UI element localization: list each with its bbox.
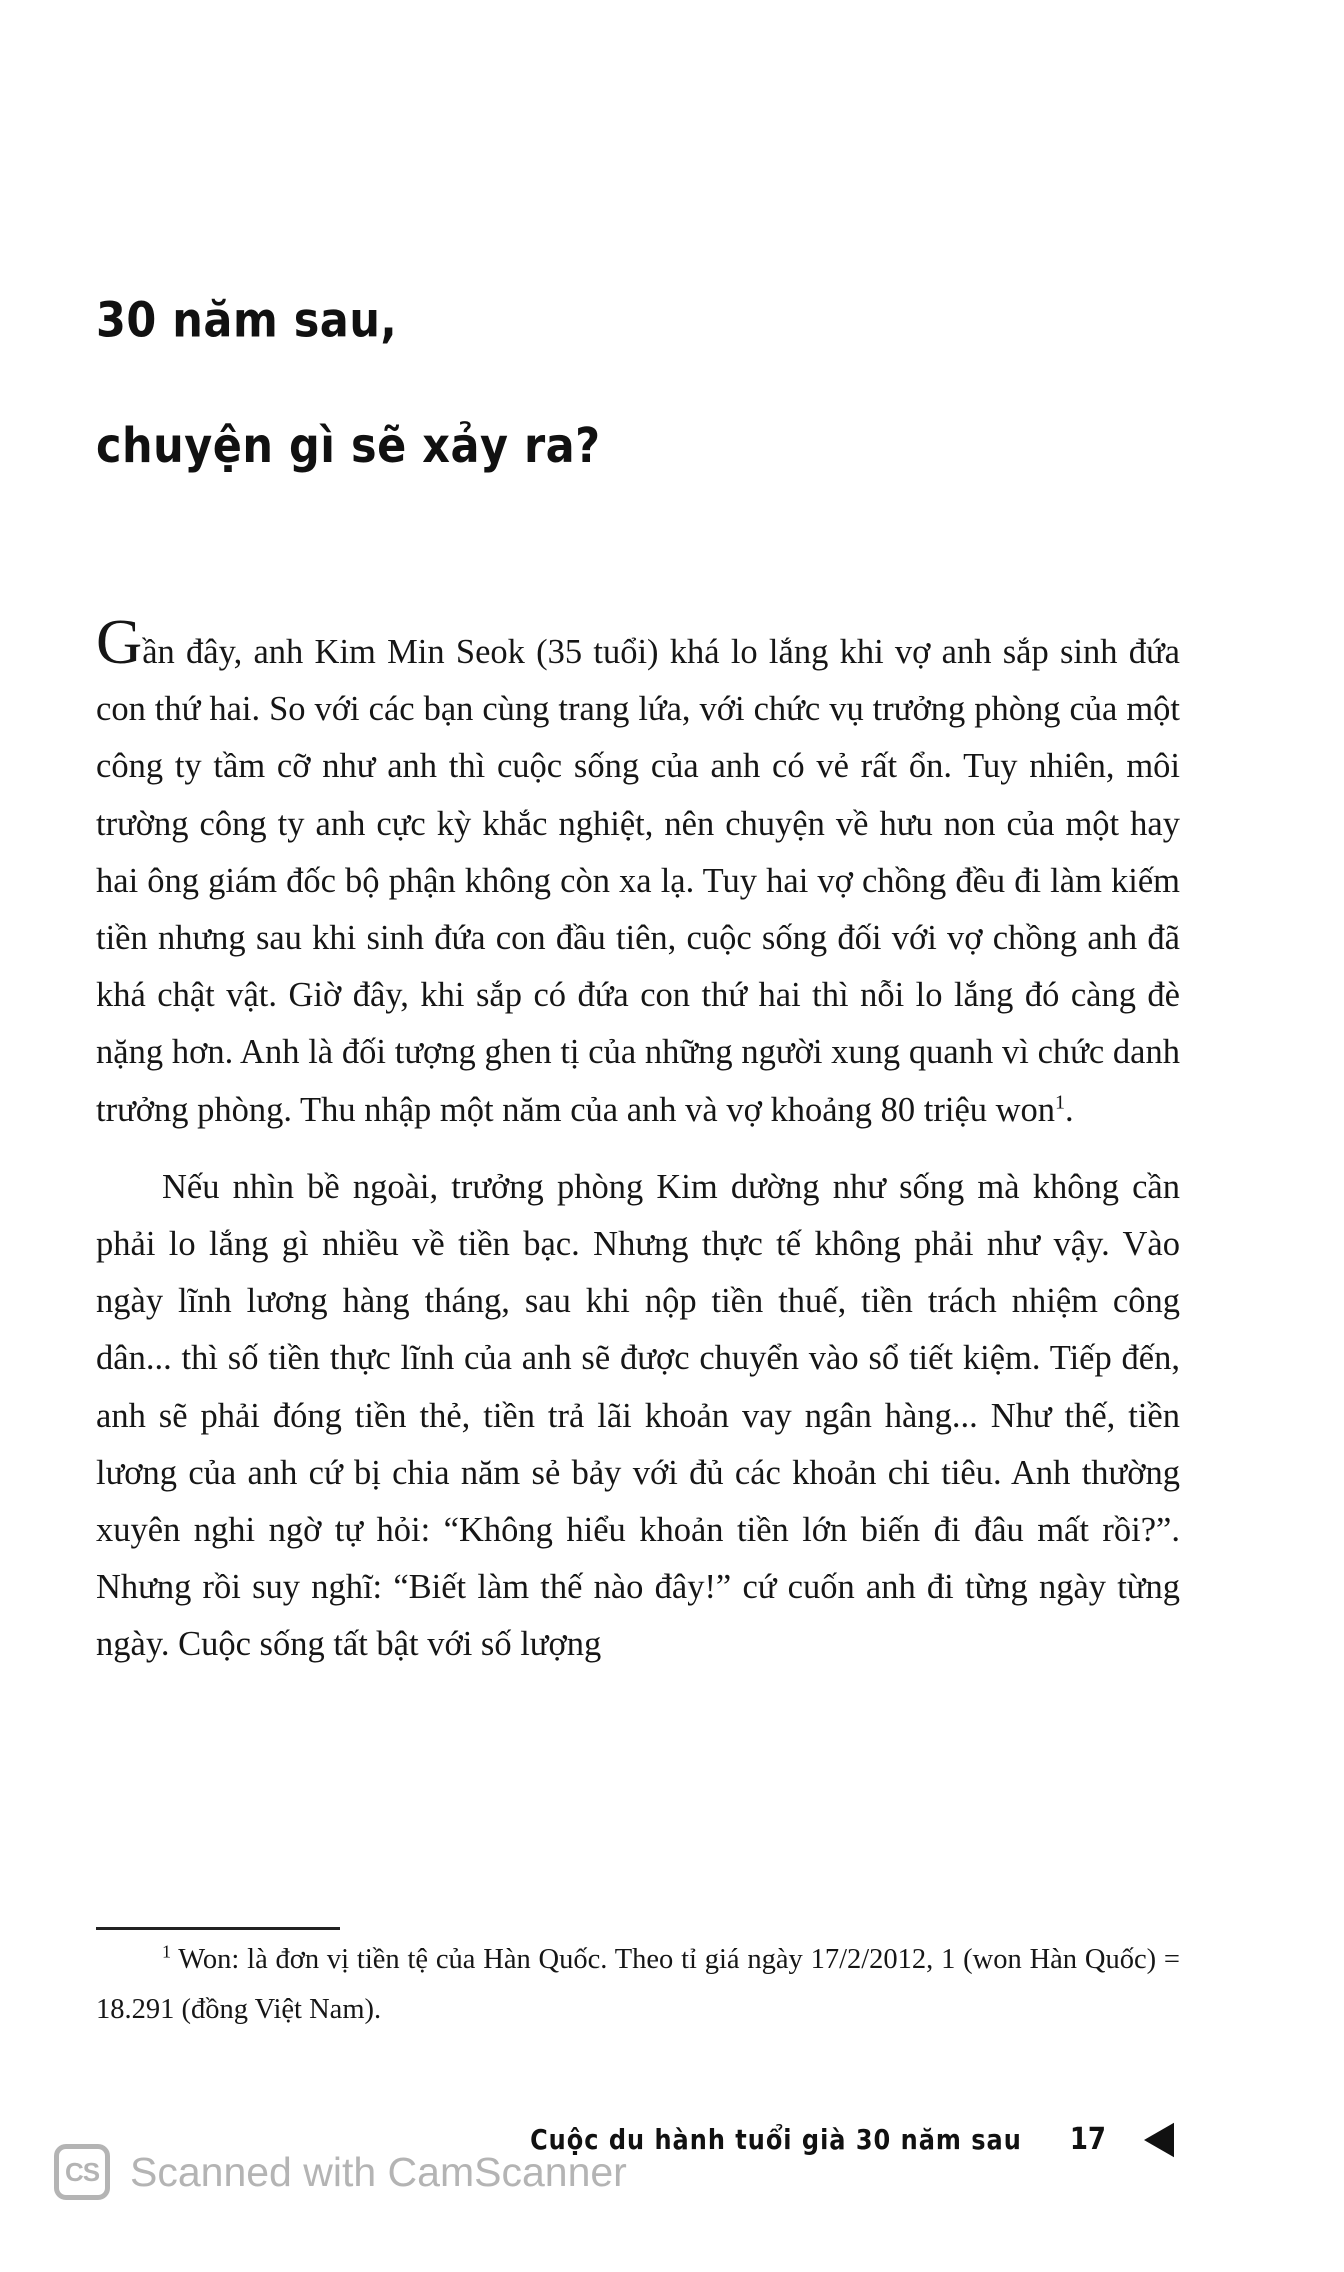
watermark-text: Scanned with CamScanner — [130, 2148, 627, 2195]
camscanner-logo-icon: CS — [54, 2144, 110, 2200]
chapter-title-line-1: 30 năm sau, — [96, 292, 398, 349]
paragraph-2: Nếu nhìn bề ngoài, trưởng phòng Kim dường như sống mà không cần phải lo lắng gì nhiều về tiền bạc. Nhưng thực tế không phải như vậy. Vào ngày lĩnh lương hàng tháng, sau khi nộp tiền thuế, tiền trách nhiệm công dân... thì số tiền thực lĩnh của anh sẽ được chuyển vào sổ tiết kiệm. Tiếp đến, anh sẽ phải đóng tiền thẻ, tiền trả lãi khoản vay ngân hàng... Như thế, tiền lương của anh cứ bị chia năm sẻ bảy với đủ các khoản chi tiêu. Anh thường xuyên nghi ngờ tự hỏi: “Không hiểu khoản tiền lớn biến đi đâu mất rồi?”. Nhưng rồi suy nghĩ: “Biết làm thế nào đây!” cứ cuốn anh đi từng ngày từng ngày. Cuộc sống tất bật với số lượng — [96, 1167, 1180, 1664]
chapter-title — [96, 258, 601, 509]
camscanner-watermark — [54, 2144, 627, 2200]
footnote-reference: 1 — [1055, 1091, 1066, 1114]
footnote — [96, 1935, 1180, 2035]
book-title: Cuộc du hành tuổi già 30 năm sau — [530, 2123, 1022, 2157]
paragraph-1-text: ần đây, anh Kim Min Seok (35 tuổi) khá lo lắng khi vợ anh sắp sinh đứa con thứ hai. So với các bạn cùng trang lứa, với chức vụ trưởng phòng của một công ty tầm cỡ như anh thì cuộc sống của anh có vẻ rất ổn. Tuy nhiên, môi trường công ty anh cực kỳ khắc nghiệt, nên chuyện về hưu non của một hay hai ông giám đốc bộ phận không còn xa lạ. Tuy hai vợ chồng đều đi làm kiếm tiền nhưng sau khi sinh đứa con đầu tiên, cuộc sống đối với vợ chồng anh đã khá chật vật. Giờ đây, khi sắp có đứa con thứ hai thì nỗi lo lắng đó càng đè nặng hơn. Anh là đối tượng ghen tị của những người xung quanh vì chức danh trưởng phòng. Thu nhập một năm của anh và vợ khoảng 80 triệu won — [96, 633, 1180, 1129]
chapter-title-line-2: chuyện gì sẽ xảy ra? — [96, 418, 601, 475]
drop-cap: G — [96, 606, 143, 677]
page-number: 17 — [1069, 2122, 1106, 2158]
paragraph-1-end: . — [1065, 1090, 1074, 1129]
body-text — [96, 606, 1180, 1674]
arrow-left-icon — [1144, 2123, 1174, 2158]
footnote-divider — [96, 1927, 340, 1930]
paragraph-1 — [96, 606, 1180, 1139]
footnote-marker: 1 — [162, 1941, 171, 1962]
footnote-text: Won: là đơn vị tiền tệ của Hàn Quốc. Theo tỉ giá ngày 17/2/2012, 1 (won Hàn Quốc) = 18.291 (đồng Việt Nam). — [96, 1944, 1180, 2025]
